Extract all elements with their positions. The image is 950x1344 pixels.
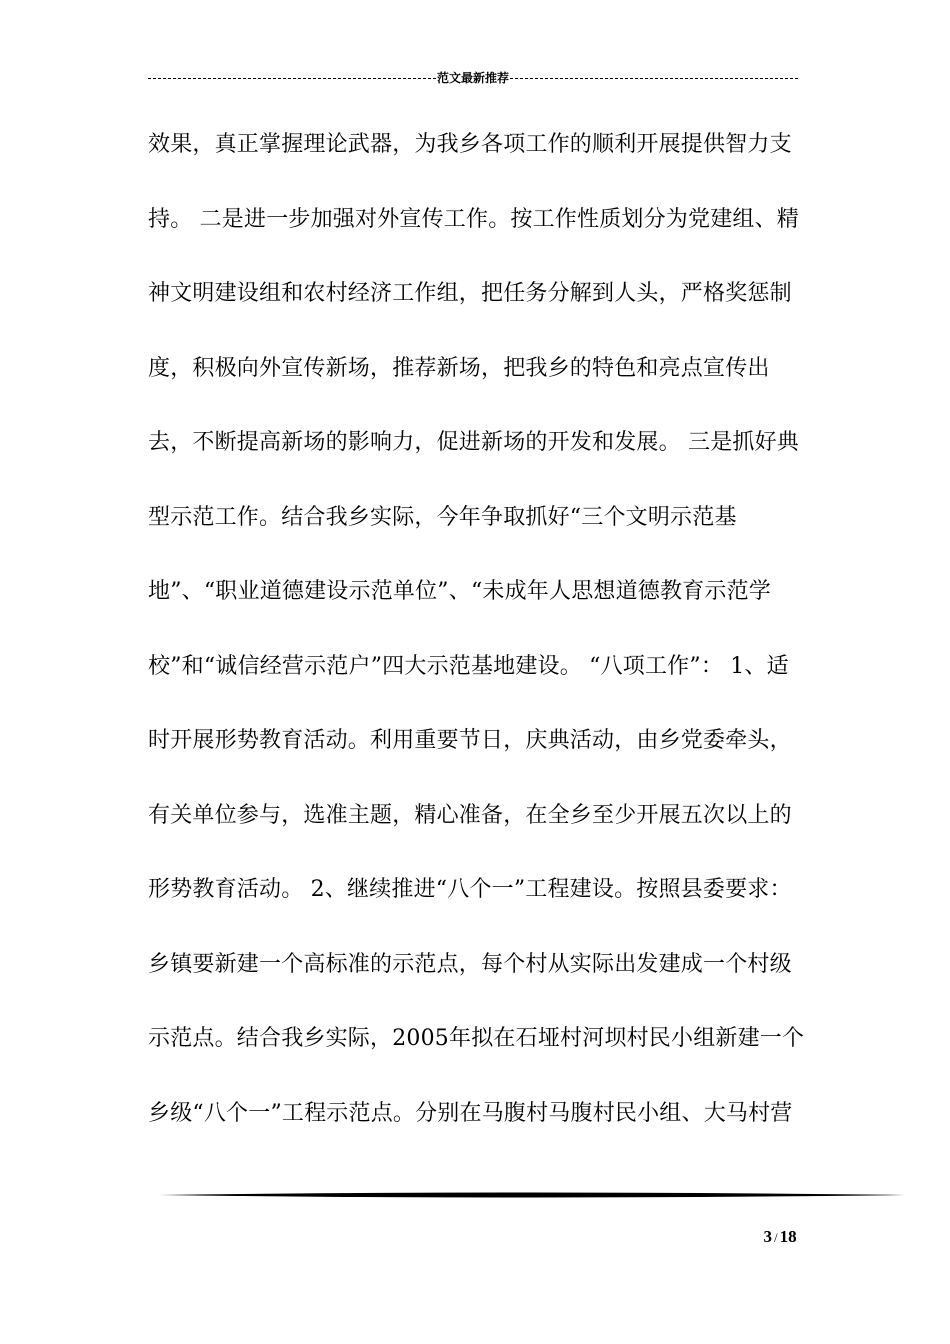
body-line: 时开展形势教育活动。利用重要节日，庆典活动，由乡党委牵头， — [148, 728, 792, 753]
body-line: 度，积极向外宣传新场，推荐新场，把我乡的特色和亮点宣传出 — [148, 355, 770, 381]
body-line: 乡镇要新建一个高标准的示范点，每个村从实际出发建成一个村级 — [148, 951, 792, 977]
body-line: 效果，真正掌握理论武器，为我乡各项工作的顺利开展提供智力支 — [148, 132, 792, 157]
body-line: 神文明建设组和农村经济工作组，把任务分解到人头，严格奖惩制 — [148, 281, 792, 306]
header-dash-left — [148, 78, 436, 79]
document-body — [148, 122, 808, 1165]
body-line: 形势教育活动。 2、继续推进“八个一”工程建设。按照县委要求： — [148, 877, 792, 902]
body-line: 持。 二是进一步加强对外宣传工作。按工作性质划分为党建组、精 — [148, 206, 799, 232]
body-line: 校”和“诚信经营示范户”四大示范基地建设。 “八项工作”： 1、适 — [148, 653, 789, 679]
page-separator: / — [773, 1230, 778, 1245]
footer-divider — [160, 1189, 905, 1201]
body-line: 乡级“八个一”工程示范点。分别在马腹村马腹村民小组、大马村营 — [148, 1100, 793, 1126]
current-page: 3 — [763, 1227, 772, 1246]
header-title: 范文最新推荐 — [437, 71, 510, 85]
total-pages: 18 — [779, 1227, 797, 1246]
body-line: 去，不断提高新场的影响力，促进新场的开发和发展。 三是抓好典 — [148, 430, 799, 455]
body-line: 型示范工作。结合我乡实际，今年争取抓好“三个文明示范基 — [148, 504, 737, 530]
body-line: 示范点。结合我乡实际，2005年拟在石垭村河坝村民小组新建一个 — [148, 1026, 805, 1051]
page-number — [740, 1226, 820, 1249]
body-line: 地”、“职业道德建设示范单位”、“未成年人思想道德教育示范学 — [148, 579, 771, 604]
page-header — [148, 68, 798, 88]
body-line: 有关单位参与，选准主题，精心准备，在全乡至少开展五次以上的 — [148, 802, 792, 828]
header-dash-right — [510, 78, 798, 79]
